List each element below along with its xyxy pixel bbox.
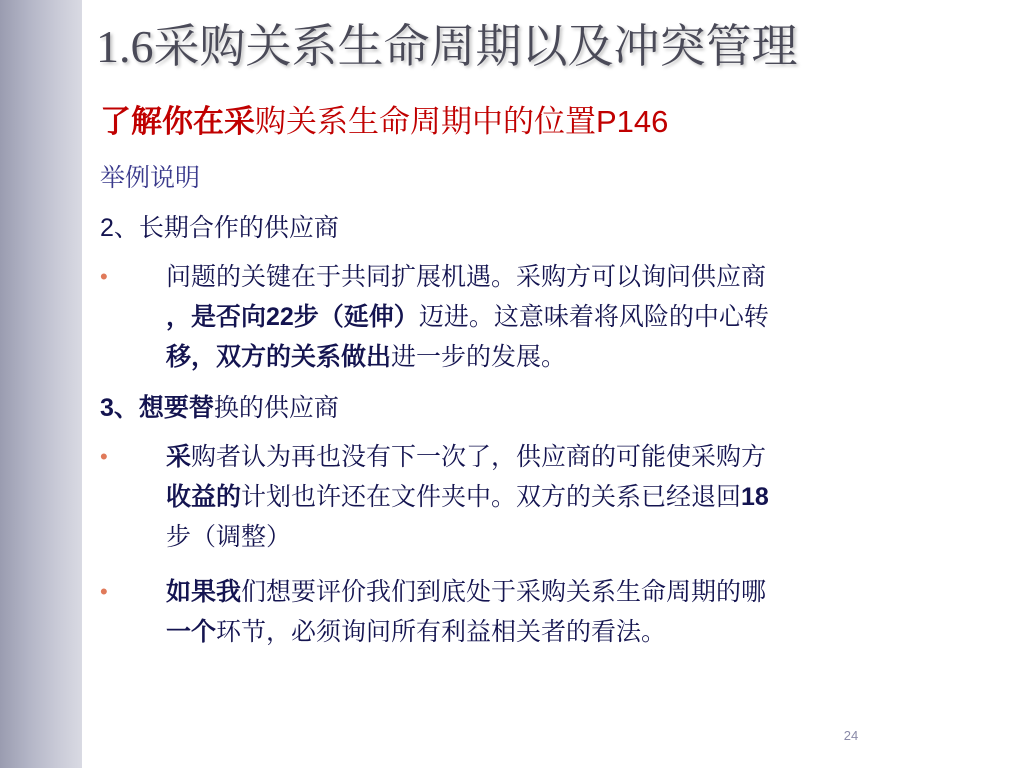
section-heading-bold-text: 想要替 [138,394,214,422]
intro-line: 举例说明 [100,164,201,192]
slide-subtitle [100,98,1000,146]
bullet-regular-text: 环节，必须询问所有利益相关者的看法。 [216,618,667,646]
bullet-regular-text: 计划也许还在文件夹中。双方的关系已经退回 [241,483,742,511]
section-heading-number: 2、 [100,214,139,242]
section-heading-text: 换的供应商 [213,394,339,422]
bullet-line [166,297,996,337]
bullet-line [166,437,996,477]
bullet-item-1 [166,257,996,377]
bullet-bold-text: 一个 [166,618,217,646]
subtitle-bold-part: 了解你在采 [100,104,255,139]
bullet-regular-text: 购者认为再也没有下一次了，供应商的可能使采购方 [191,443,767,471]
bullet-line [166,612,996,652]
bullet-line [166,572,996,612]
decorative-side-bar [0,0,82,768]
subtitle-regular-part: 购关系生命周期中的位置P146 [255,104,669,139]
page-number: 24 [843,728,859,743]
bullet-marker: • [100,579,108,604]
section-heading-2 [100,208,339,248]
bullet-item-2 [166,437,996,557]
bullet-line [166,337,996,377]
bullet-marker: • [100,264,108,289]
bullet-bold-text: 收益的 [166,483,242,511]
bullet-item-3 [166,572,996,652]
bullet-bold-text: ，是否向22步（延伸） [166,303,419,331]
bullet-line: 问题的关键在于共同扩展机遇。采购方可以询问供应商 [166,263,767,291]
bullet-bold-text: 移，双方的关系做出 [166,343,392,371]
bullet-bold-text: 18 [741,483,769,511]
bullet-regular-text: 们想要评价我们到底处于采购关系生命周期的哪 [241,578,767,606]
bullet-marker: • [100,444,108,469]
section-heading-text: 长期合作的供应商 [138,214,339,242]
bullet-regular-text: 进一步的发展。 [391,343,567,371]
bullet-bold-text: 如果我 [166,578,242,606]
slide-title: 1.6采购关系生命周期以及冲突管理 [96,21,798,72]
bullet-line: 步（调整） [166,523,292,551]
section-heading-3 [100,388,339,428]
section-heading-number: 3、 [100,394,139,422]
bullet-regular-text: 迈进。这意味着将风险的中心转 [418,303,769,331]
bullet-line [166,477,996,517]
bullet-bold-text: 采 [166,443,192,471]
